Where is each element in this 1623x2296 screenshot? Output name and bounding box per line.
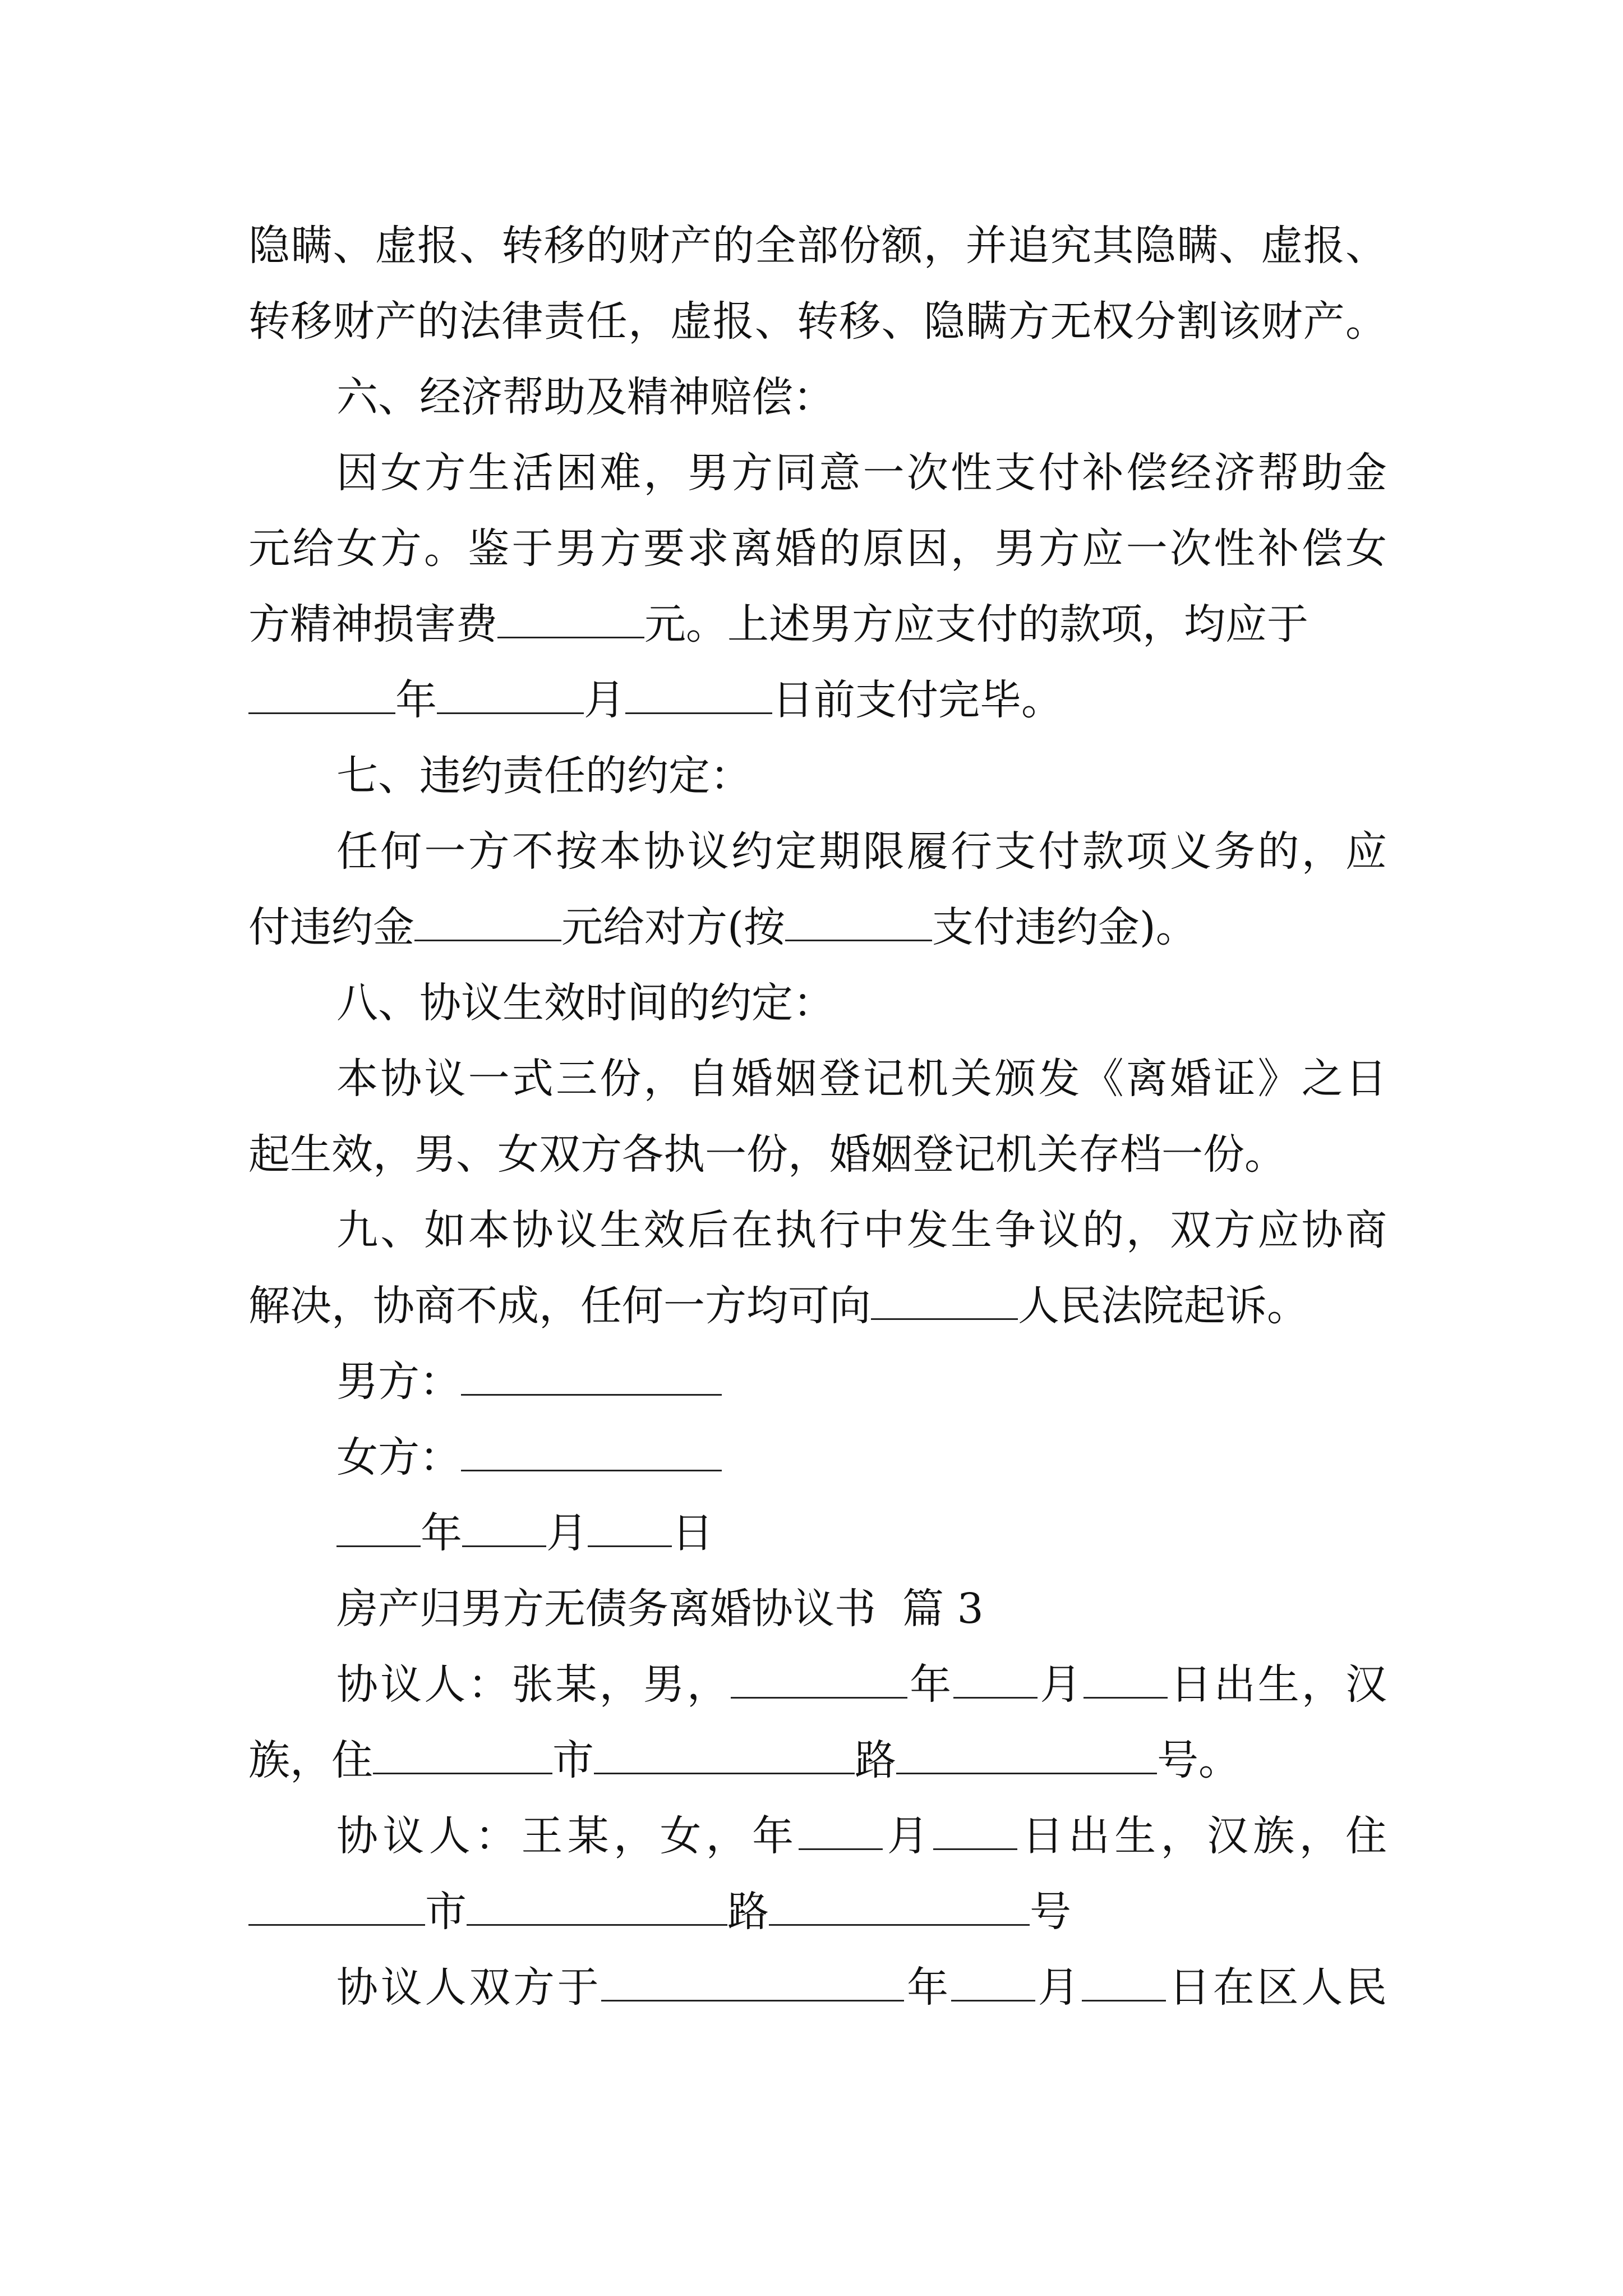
section-heading: 八、协议生效时间的约定： — [336, 979, 834, 1027]
signature-line-female — [336, 1420, 1387, 1496]
text: 月 — [584, 676, 625, 724]
paragraph-line: 任何一方不按本协议约定期限履行支付款项义务的，应 — [336, 827, 1387, 876]
section-heading: 七、违约责任的约定： — [336, 752, 751, 800]
paragraph-line: 元给女方。鉴于男方要求离婚的原因，男方应一次性补偿女 — [248, 524, 1387, 573]
paragraph-line: 隐瞒、虚报、转移的财产的全部份额，并追究其隐瞒、虚报、 — [248, 222, 1387, 270]
text: 年 — [421, 1509, 462, 1557]
text: 协议人：张某，男， — [336, 1660, 731, 1709]
male-label: 男方： — [336, 1358, 461, 1406]
signature-blank — [461, 1356, 722, 1396]
fill-blank — [933, 1811, 1017, 1850]
paragraph-line: 本协议一式三份，自婚姻登记机关颁发《离婚证》之日 — [336, 1055, 1387, 1103]
text: 元。上述男方应支付的款项，均应于 — [644, 600, 1308, 648]
fill-blank — [588, 1508, 672, 1547]
text: 人民法院起诉。 — [1018, 1282, 1308, 1330]
text: 月 — [882, 1812, 934, 1860]
text: 付违约金 — [248, 903, 414, 951]
fill-blank — [248, 1887, 425, 1926]
text: 路 — [855, 1736, 896, 1784]
paragraph-line — [248, 587, 1387, 662]
text: 路 — [727, 1888, 769, 1936]
paragraph-line: 因女方生活困难，男方同意一次性支付补偿经济帮助金 — [336, 449, 1387, 497]
fill-blank — [336, 1508, 421, 1547]
fill-blank — [462, 1508, 546, 1547]
text: 解决，协商不成，任何一方均可向 — [248, 1282, 871, 1330]
text: 元给对方(按 — [561, 903, 785, 951]
fill-blank — [799, 1811, 883, 1850]
paragraph-line — [248, 662, 1387, 738]
paragraph-line — [248, 1723, 1387, 1798]
paragraph-line: 起生效，男、女双方各执一份，婚姻登记机关存档一份。 — [248, 1130, 1286, 1179]
fill-blank — [437, 675, 584, 714]
female-label: 女方： — [336, 1433, 461, 1481]
text: 协议人双方于 — [336, 1963, 602, 2012]
text: 号。 — [1157, 1736, 1240, 1784]
section-heading: 六、经济帮助及精神赔偿： — [336, 373, 834, 421]
fill-blank — [1082, 1962, 1166, 2001]
fill-blank — [785, 902, 932, 941]
text: 年 — [395, 676, 437, 724]
text: 市 — [552, 1736, 594, 1784]
paragraph-line: 九、如本协议生效后在执行中发生争议的，双方应协商 — [336, 1206, 1387, 1254]
fill-blank — [601, 1962, 904, 2001]
paragraph-line — [248, 890, 1387, 965]
fill-blank — [248, 675, 395, 714]
signature-blank — [461, 1432, 722, 1471]
fill-blank — [769, 1887, 1030, 1926]
text: 协议人：王某，女，年 — [336, 1812, 799, 1860]
text: 日出生，汉族，住 — [1017, 1812, 1387, 1860]
text: 日在区人民 — [1166, 1963, 1387, 2012]
text: 月 — [546, 1509, 588, 1557]
fill-blank — [373, 1735, 552, 1774]
section-title: 房产归男方无债务离婚协议书 篇 3 — [336, 1585, 984, 1633]
fill-blank — [953, 1659, 1038, 1699]
text: 月 — [1035, 1963, 1082, 2012]
fill-blank — [1083, 1659, 1168, 1699]
paragraph-line — [336, 1647, 1387, 1723]
signature-line-male — [336, 1344, 1387, 1420]
text: 年 — [904, 1963, 951, 2012]
text: 日出生，汉 — [1168, 1660, 1387, 1709]
fill-blank — [594, 1735, 855, 1774]
text: 月 — [1038, 1660, 1084, 1709]
text: 年 — [907, 1660, 954, 1709]
text: 日前支付完毕。 — [772, 676, 1063, 724]
fill-blank — [731, 1659, 907, 1699]
fill-blank — [497, 599, 644, 638]
fill-blank — [951, 1962, 1035, 2001]
fill-blank — [896, 1735, 1157, 1774]
fill-blank — [625, 675, 772, 714]
paragraph-line: 转移财产的法律责任，虚报、转移、隐瞒方无权分割该财产。 — [248, 297, 1387, 346]
paragraph-line — [248, 1268, 1387, 1344]
date-line — [336, 1496, 1387, 1571]
text: 方精神损害费 — [248, 600, 497, 648]
text: 支付违约金)。 — [932, 903, 1197, 951]
text: 日 — [672, 1509, 713, 1557]
paragraph-line — [336, 1798, 1387, 1874]
fill-blank — [871, 1281, 1018, 1320]
fill-blank — [414, 902, 561, 941]
text: 号 — [1030, 1888, 1071, 1936]
text: 族，住 — [248, 1736, 373, 1784]
paragraph-line — [336, 1950, 1387, 2026]
text: 市 — [425, 1888, 467, 1936]
paragraph-line — [248, 1874, 1387, 1950]
fill-blank — [467, 1887, 727, 1926]
